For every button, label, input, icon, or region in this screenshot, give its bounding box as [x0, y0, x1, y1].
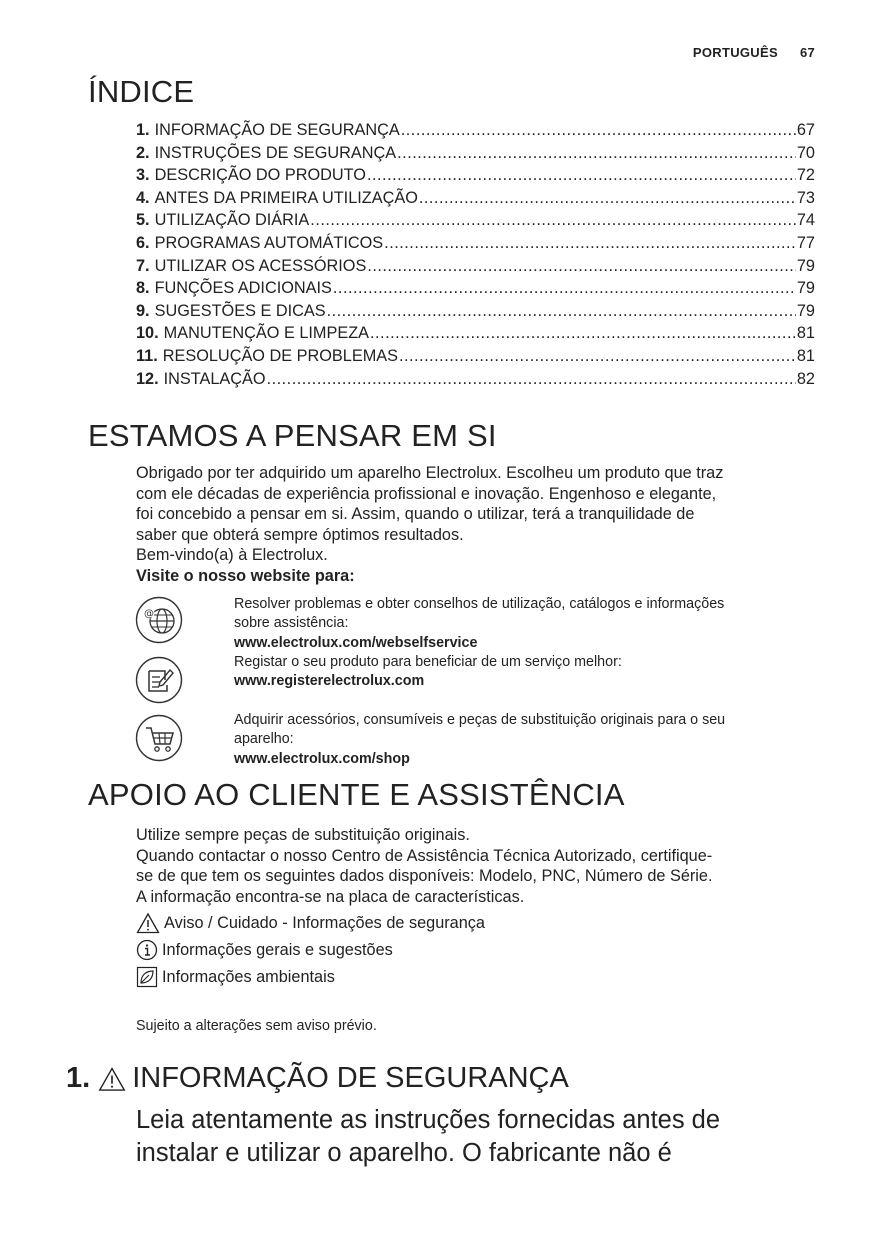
- support-paragraph: [136, 825, 821, 907]
- toc-item-page: 72: [796, 166, 815, 185]
- paragraph-line: com ele décadas de experiência profissional e inovação. Engenhoso e elegante,: [136, 484, 717, 503]
- header-language: PORTUGUÊS: [692, 45, 778, 60]
- toc-item-label: RESOLUÇÃO DE PROBLEMAS: [162, 346, 398, 365]
- leaf-icon: [136, 966, 158, 988]
- change-notice: Sujeito a alterações sem aviso prévio.: [136, 1018, 377, 1034]
- toc-item-label: MANUTENÇÃO E LIMPEZA: [163, 324, 369, 343]
- toc-item-label: UTILIZAÇÃO DIÁRIA: [154, 211, 310, 230]
- info-icon: [136, 939, 158, 961]
- url-link[interactable]: www.registerelectrolux.com: [234, 673, 425, 690]
- toc-item-page: 79: [796, 301, 815, 320]
- paragraph-line: Utilize sempre peças de substituição originais.: [136, 826, 470, 844]
- toc-item-3[interactable]: 3. DESCRIÇÃO DO PRODUTO ..... 72: [136, 166, 815, 189]
- symbol-info-row: Informações gerais e sugestões: [136, 939, 393, 961]
- symbol-warning-row: Aviso / Cuidado - Informações de segurança: [136, 912, 485, 934]
- toc-item-1[interactable]: 1. INFORMAÇÃO DE SEGURANÇA ..... 67: [136, 121, 815, 144]
- globe-icon: [135, 596, 183, 644]
- paragraph-line: Obrigado por ter adquirido um aparelho Electrolux. Escolheu um produto que traz: [136, 464, 724, 482]
- toc-item-page: 70: [796, 143, 815, 162]
- register-icon: [135, 656, 183, 704]
- svg-text:@: @: [144, 608, 154, 620]
- toc-item-page: 81: [796, 346, 815, 365]
- toc-item-9[interactable]: 9. SUGESTÕES E DICAS ..... 79: [136, 302, 815, 325]
- toc-item-label: ANTES DA PRIMEIRA UTILIZAÇÃO: [154, 188, 418, 207]
- toc-item-5[interactable]: 5. UTILIZAÇÃO DIÁRIA ..... 74: [136, 211, 815, 234]
- toc-item-label: INFORMAÇÃO DE SEGURANÇA: [154, 121, 400, 139]
- toc-item-page: 67: [796, 121, 815, 139]
- toc-title: ÍNDICE: [88, 74, 195, 109]
- paragraph-line: se de que tem os seguintes dados disponíveis: Modelo, PNC, Número de Série.: [136, 867, 713, 886]
- visit-label: Visite o nosso website para:: [136, 566, 355, 585]
- paragraph-line: saber que obterá sempre óptimos resultados.: [136, 525, 464, 544]
- toc-item-11[interactable]: 11. RESOLUÇÃO DE PROBLEMAS ..... 81: [136, 347, 815, 370]
- toc-item-4[interactable]: 4. ANTES DA PRIMEIRA UTILIZAÇÃO ..... 73: [136, 189, 815, 212]
- toc-item-label: SUGESTÕES E DICAS: [154, 301, 326, 320]
- toc-item-page: 81: [796, 324, 815, 343]
- toc-item-7[interactable]: 7. UTILIZAR OS ACESSÓRIOS ..... 79: [136, 257, 815, 280]
- lead-line: instalar e utilizar o aparelho. O fabricante não é: [136, 1139, 672, 1167]
- toc-item-label: PROGRAMAS AUTOMÁTICOS: [154, 233, 384, 252]
- url-link[interactable]: www.electrolux.com/webselfservice: [234, 634, 478, 651]
- table-of-contents: [136, 121, 815, 392]
- toc-item-label: INSTALAÇÃO: [163, 369, 266, 388]
- toc-item-label: DESCRIÇÃO DO PRODUTO: [154, 166, 366, 185]
- toc-item-page: 79: [796, 279, 815, 298]
- shopping-cart-icon: [135, 714, 183, 762]
- section-title: INFORMAÇÃO DE SEGURANÇA: [132, 1062, 569, 1094]
- safety-heading: [66, 1062, 569, 1095]
- toc-item-page: 74: [796, 211, 815, 230]
- support-title: APOIO AO CLIENTE E ASSISTÊNCIA: [88, 777, 625, 812]
- toc-item-label: INSTRUÇÕES DE SEGURANÇA: [154, 143, 397, 162]
- toc-item-page: 77: [796, 233, 815, 252]
- toc-item-label: UTILIZAR OS ACESSÓRIOS: [154, 256, 367, 275]
- safety-lead: [136, 1104, 816, 1170]
- web-item-shop: Adquirir acessórios, consumíveis e peças de substituição originais para o seu aparelho: www.electrolux.com/shop: [234, 711, 824, 769]
- toc-item-page: 82: [796, 369, 815, 388]
- toc-item-2[interactable]: 2. INSTRUÇÕES DE SEGURANÇA ..... 70: [136, 144, 815, 167]
- toc-item-10[interactable]: 10. MANUTENÇÃO E LIMPEZA ..... 81: [136, 324, 815, 347]
- url-link[interactable]: www.electrolux.com/shop: [234, 750, 410, 767]
- section-number: 1.: [66, 1062, 91, 1094]
- thinking-paragraph: [136, 463, 821, 587]
- page-number: 67: [799, 45, 815, 60]
- toc-item-12[interactable]: 12. INSTALAÇÃO ..... 82: [136, 370, 815, 393]
- warning-icon: [98, 1066, 126, 1092]
- page-header: [693, 45, 815, 60]
- paragraph-line: foi concebido a pensar em si. Assim, quando o utilizar, terá a tranquilidade de: [136, 505, 695, 524]
- toc-item-8[interactable]: 8. FUNÇÕES ADICIONAIS ..... 79: [136, 279, 815, 302]
- paragraph-line: A informação encontra-se na placa de características.: [136, 887, 525, 906]
- toc-item-label: FUNÇÕES ADICIONAIS: [154, 279, 332, 298]
- toc-item-page: 79: [796, 256, 815, 275]
- lead-line: Leia atentamente as instruções fornecidas antes de: [136, 1106, 721, 1134]
- toc-item-page: 73: [796, 188, 815, 207]
- paragraph-line: Bem-vindo(a) à Electrolux.: [136, 546, 328, 565]
- thinking-title: ESTAMOS A PENSAR EM SI: [88, 418, 497, 453]
- web-item-register: Registar o seu produto para beneficiar de um serviço melhor: www.registerelectrolux.com: [234, 653, 824, 692]
- web-item-selfservice: Resolver problemas e obter conselhos de utilização, catálogos e informações sobre assistência: www.electrolux.com/webselfservice: [234, 595, 824, 653]
- paragraph-line: Quando contactar o nosso Centro de Assistência Técnica Autorizado, certifique-: [136, 846, 713, 865]
- toc-item-6[interactable]: 6. PROGRAMAS AUTOMÁTICOS ..... 77: [136, 234, 815, 257]
- symbol-environment-row: Informações ambientais: [136, 966, 335, 988]
- warning-icon: [136, 912, 160, 934]
